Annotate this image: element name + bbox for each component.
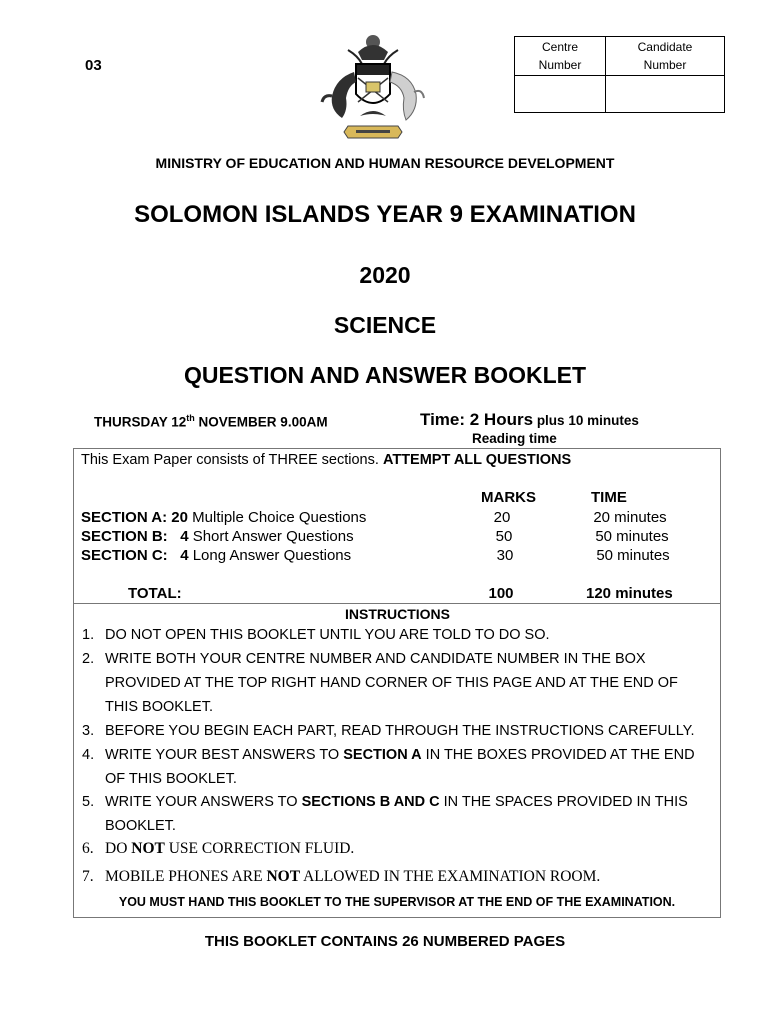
instructions-heading: INSTRUCTIONS — [345, 606, 450, 622]
section-c-marks: 30 — [496, 547, 514, 564]
exam-date: THURSDAY 12th NOVEMBER 9.00AM — [94, 413, 328, 430]
time-header: TIME — [591, 489, 627, 506]
section-b-time: 50 minutes — [595, 528, 669, 545]
subject-title: SCIENCE — [333, 312, 437, 338]
candidate-number-field[interactable] — [606, 76, 725, 113]
page-count-footer: THIS BOOKLET CONTAINS 26 NUMBERED PAGES — [204, 933, 566, 950]
centre-number-field[interactable] — [515, 76, 606, 113]
instruction-4: 4. WRITE YOUR BEST ANSWERS TO SECTION A IN THE BOXES PROVIDED AT THE END OF THIS BOOKLET. — [82, 747, 695, 787]
marks-header: MARKS — [481, 489, 536, 506]
handover-notice: YOU MUST HAND THIS BOOKLET TO THE SUPERVISOR AT THE END OF THE EXAMINATION. — [118, 895, 676, 909]
booklet-title: QUESTION AND ANSWER BOOKLET — [183, 362, 587, 388]
section-a-marks: 20 — [493, 509, 511, 526]
exam-title: SOLOMON ISLANDS YEAR 9 EXAMINATION — [134, 201, 636, 228]
box-divider — [73, 603, 721, 604]
total-label: TOTAL: — [128, 585, 182, 602]
section-c-row: SECTION C: 4 Long Answer Questions — [81, 547, 352, 564]
instruction-1: 1. DO NOT OPEN THIS BOOKLET UNTIL YOU ARE TOLD TO DO SO. — [82, 627, 550, 643]
centre-candidate-number-box — [514, 36, 725, 113]
ministry-heading: MINISTRY OF EDUCATION AND HUMAN RESOURCE DEVELOPMENT — [155, 155, 615, 171]
instruction-6: 6. DO NOT USE CORRECTION FLUID. — [82, 840, 355, 857]
total-marks: 100 — [488, 585, 514, 602]
exam-year: 2020 — [359, 262, 411, 288]
paper-code: 03 — [85, 57, 102, 74]
instruction-5: 5. WRITE YOUR ANSWERS TO SECTIONS B AND C IN THE SPACES PROVIDED IN THIS BOOKLET. — [82, 794, 688, 834]
section-c-time: 50 minutes — [596, 547, 670, 564]
paper-intro: This Exam Paper consists of THREE sections. ATTEMPT ALL QUESTIONS — [81, 452, 572, 468]
centre-number-label: Centre Number — [515, 37, 606, 76]
coat-of-arms-emblem — [318, 32, 428, 140]
exam-duration: Time: 2 Hours plus 10 minutes — [420, 410, 639, 429]
section-a-time: 20 minutes — [593, 509, 667, 526]
instruction-3: 3. BEFORE YOU BEGIN EACH PART, READ THROUGH THE INSTRUCTIONS CAREFULLY. — [82, 723, 695, 739]
total-time: 120 minutes — [586, 585, 673, 602]
instruction-2: 2. WRITE BOTH YOUR CENTRE NUMBER AND CANDIDATE NUMBER IN THE BOX PROVIDED AT THE TOP RIGHT HAND CORNER OF THIS PAGE AND AT THE END OF THIS BOOKLET. — [82, 651, 678, 715]
candidate-number-label: Candidate Number — [606, 37, 725, 76]
section-a-row: SECTION A: 20 Multiple Choice Questions — [81, 509, 367, 526]
section-b-marks: 50 — [495, 528, 513, 545]
instruction-7: 7. MOBILE PHONES ARE NOT ALLOWED IN THE EXAMINATION ROOM. — [82, 868, 601, 885]
section-b-row: SECTION B: 4 Short Answer Questions — [81, 528, 354, 545]
reading-time: Reading time — [472, 431, 557, 446]
